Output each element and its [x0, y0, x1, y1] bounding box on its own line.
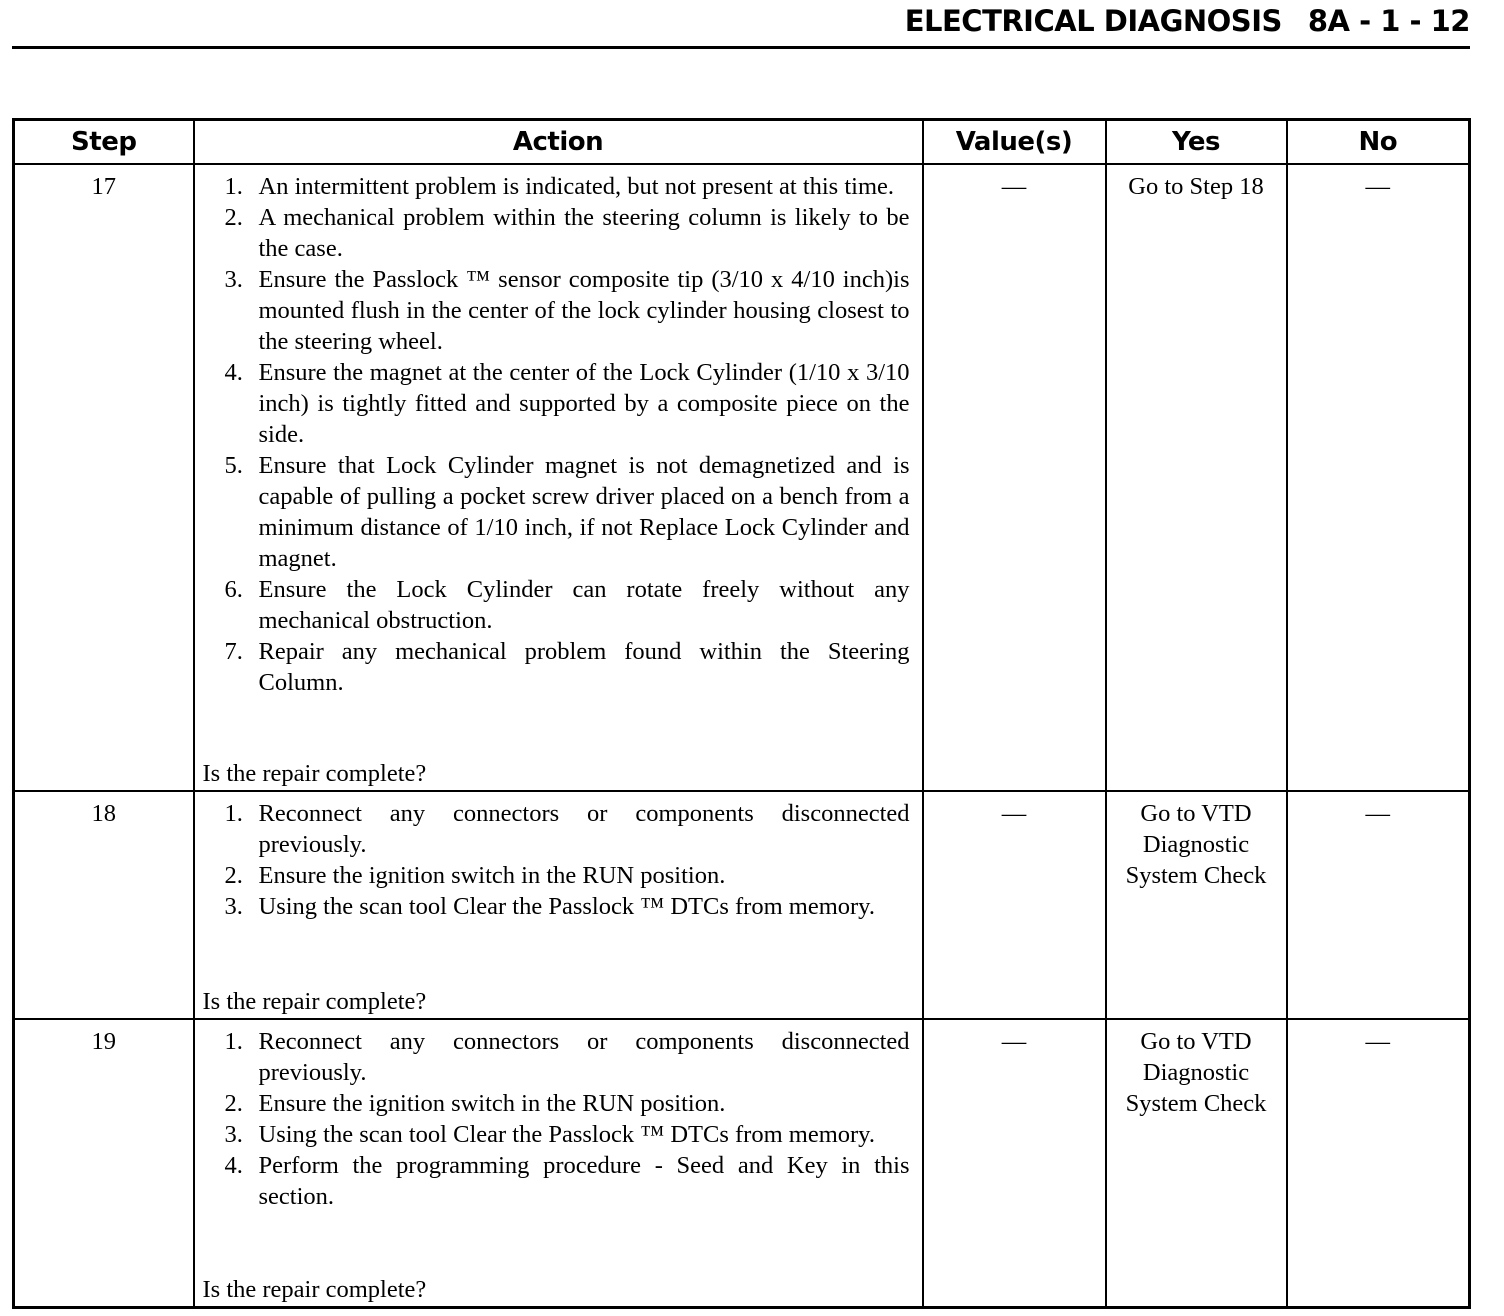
- action-item: [225, 1150, 910, 1212]
- column-header-yes: Yes: [1106, 120, 1287, 165]
- action-item: [225, 1119, 910, 1150]
- action-item-text: Ensure the ignition switch in the RUN position.: [258, 1090, 726, 1117]
- action-item-text: Ensure the ignition switch in the RUN position.: [258, 862, 726, 889]
- column-header-values: Value(s): [923, 120, 1106, 165]
- action-item-text: Ensure the Passlock ™ sensor composite tip (3/10 x 4/10 inch)is mounted flush in the center of the lock cylinder housing closest to the steering wheel.: [258, 266, 910, 355]
- action-item-number: 5.: [224, 452, 243, 479]
- table-row: [14, 1019, 1470, 1308]
- action-item-number: 7.: [224, 638, 243, 665]
- table-row: [14, 791, 1470, 1019]
- table-row: [14, 164, 1470, 791]
- no-cell: —: [1287, 791, 1470, 1019]
- yes-cell: Go to VTD Diagnostic System Check: [1106, 1019, 1287, 1308]
- step-number: 19: [14, 1019, 194, 1308]
- action-item: [225, 264, 910, 357]
- action-item-number: 2.: [224, 204, 243, 231]
- action-item: [225, 450, 910, 574]
- action-item-number: 1.: [224, 800, 243, 827]
- action-item-text: Repair any mechanical problem found within the Steering Column.: [258, 638, 910, 696]
- question-text: Is the repair complete?: [202, 1276, 427, 1303]
- action-item: [225, 891, 910, 922]
- page-header: [12, 0, 1470, 49]
- action-list: [195, 171, 922, 698]
- action-item: [225, 574, 910, 636]
- action-item-number: 6.: [224, 576, 243, 603]
- action-item: [225, 798, 910, 860]
- action-item: [225, 171, 910, 202]
- section-title: ELECTRICAL DIAGNOSIS: [904, 4, 1282, 38]
- action-list: [195, 798, 922, 922]
- action-cell: [194, 791, 923, 1019]
- action-item-text: An intermittent problem is indicated, but not present at this time.: [258, 173, 895, 200]
- action-item-number: 4.: [224, 1152, 243, 1179]
- action-item: [225, 1088, 910, 1119]
- no-cell: —: [1287, 164, 1470, 791]
- no-cell: —: [1287, 1019, 1470, 1308]
- action-item-text: Using the scan tool Clear the Passlock ™ DTCs from memory.: [258, 893, 875, 920]
- action-item-number: 2.: [224, 862, 243, 889]
- yes-cell: Go to Step 18: [1106, 164, 1287, 791]
- column-header-action: Action: [194, 120, 923, 165]
- yes-cell: Go to VTD Diagnostic System Check: [1106, 791, 1287, 1019]
- action-item-text: Reconnect any connectors or components disconnected previously.: [258, 800, 910, 858]
- question-text: Is the repair complete?: [202, 988, 427, 1015]
- action-item-number: 3.: [224, 1121, 243, 1148]
- action-item-text: Ensure the magnet at the center of the Lock Cylinder (1/10 x 3/10 inch) is tightly fitted and supported by a composite piece on the side.: [258, 359, 910, 448]
- action-item-number: 1.: [224, 173, 243, 200]
- question-text: Is the repair complete?: [202, 760, 427, 787]
- action-item: [225, 860, 910, 891]
- action-item-text: Using the scan tool Clear the Passlock ™ DTCs from memory.: [258, 1121, 875, 1148]
- action-item-number: 1.: [224, 1028, 243, 1055]
- values-cell: —: [923, 164, 1106, 791]
- page-title: [905, 4, 1470, 38]
- action-item-text: Reconnect any connectors or components disconnected previously.: [258, 1028, 910, 1086]
- action-list: [195, 1026, 922, 1212]
- action-item-number: 3.: [224, 266, 243, 293]
- step-number: 17: [14, 164, 194, 791]
- values-cell: —: [923, 1019, 1106, 1308]
- values-cell: —: [923, 791, 1106, 1019]
- action-item-number: 4.: [224, 359, 243, 386]
- column-header-no: No: [1287, 120, 1470, 165]
- action-item-text: Ensure that Lock Cylinder magnet is not demagnetized and is capable of pulling a pocket screw driver placed on a bench from a minimum distance of 1/10 inch, if not Replace Lock Cylinder and magnet.: [258, 452, 910, 572]
- action-cell: [194, 164, 923, 791]
- action-cell: [194, 1019, 923, 1308]
- action-item-text: Perform the programming procedure - Seed and Key in this section.: [258, 1152, 910, 1210]
- step-number: 18: [14, 791, 194, 1019]
- page-number: 8A - 1 - 12: [1307, 4, 1470, 38]
- action-item: [225, 357, 910, 450]
- action-item: [225, 202, 910, 264]
- action-item-number: 2.: [224, 1090, 243, 1117]
- action-item-text: Ensure the Lock Cylinder can rotate freely without any mechanical obstruction.: [258, 576, 910, 634]
- action-item: [225, 636, 910, 698]
- action-item: [225, 1026, 910, 1088]
- table-header-row: [14, 120, 1470, 165]
- action-item-text: A mechanical problem within the steering column is likely to be the case.: [258, 204, 910, 262]
- column-header-step: Step: [14, 120, 194, 165]
- action-item-number: 3.: [224, 893, 243, 920]
- diagnostic-table: [12, 118, 1471, 1309]
